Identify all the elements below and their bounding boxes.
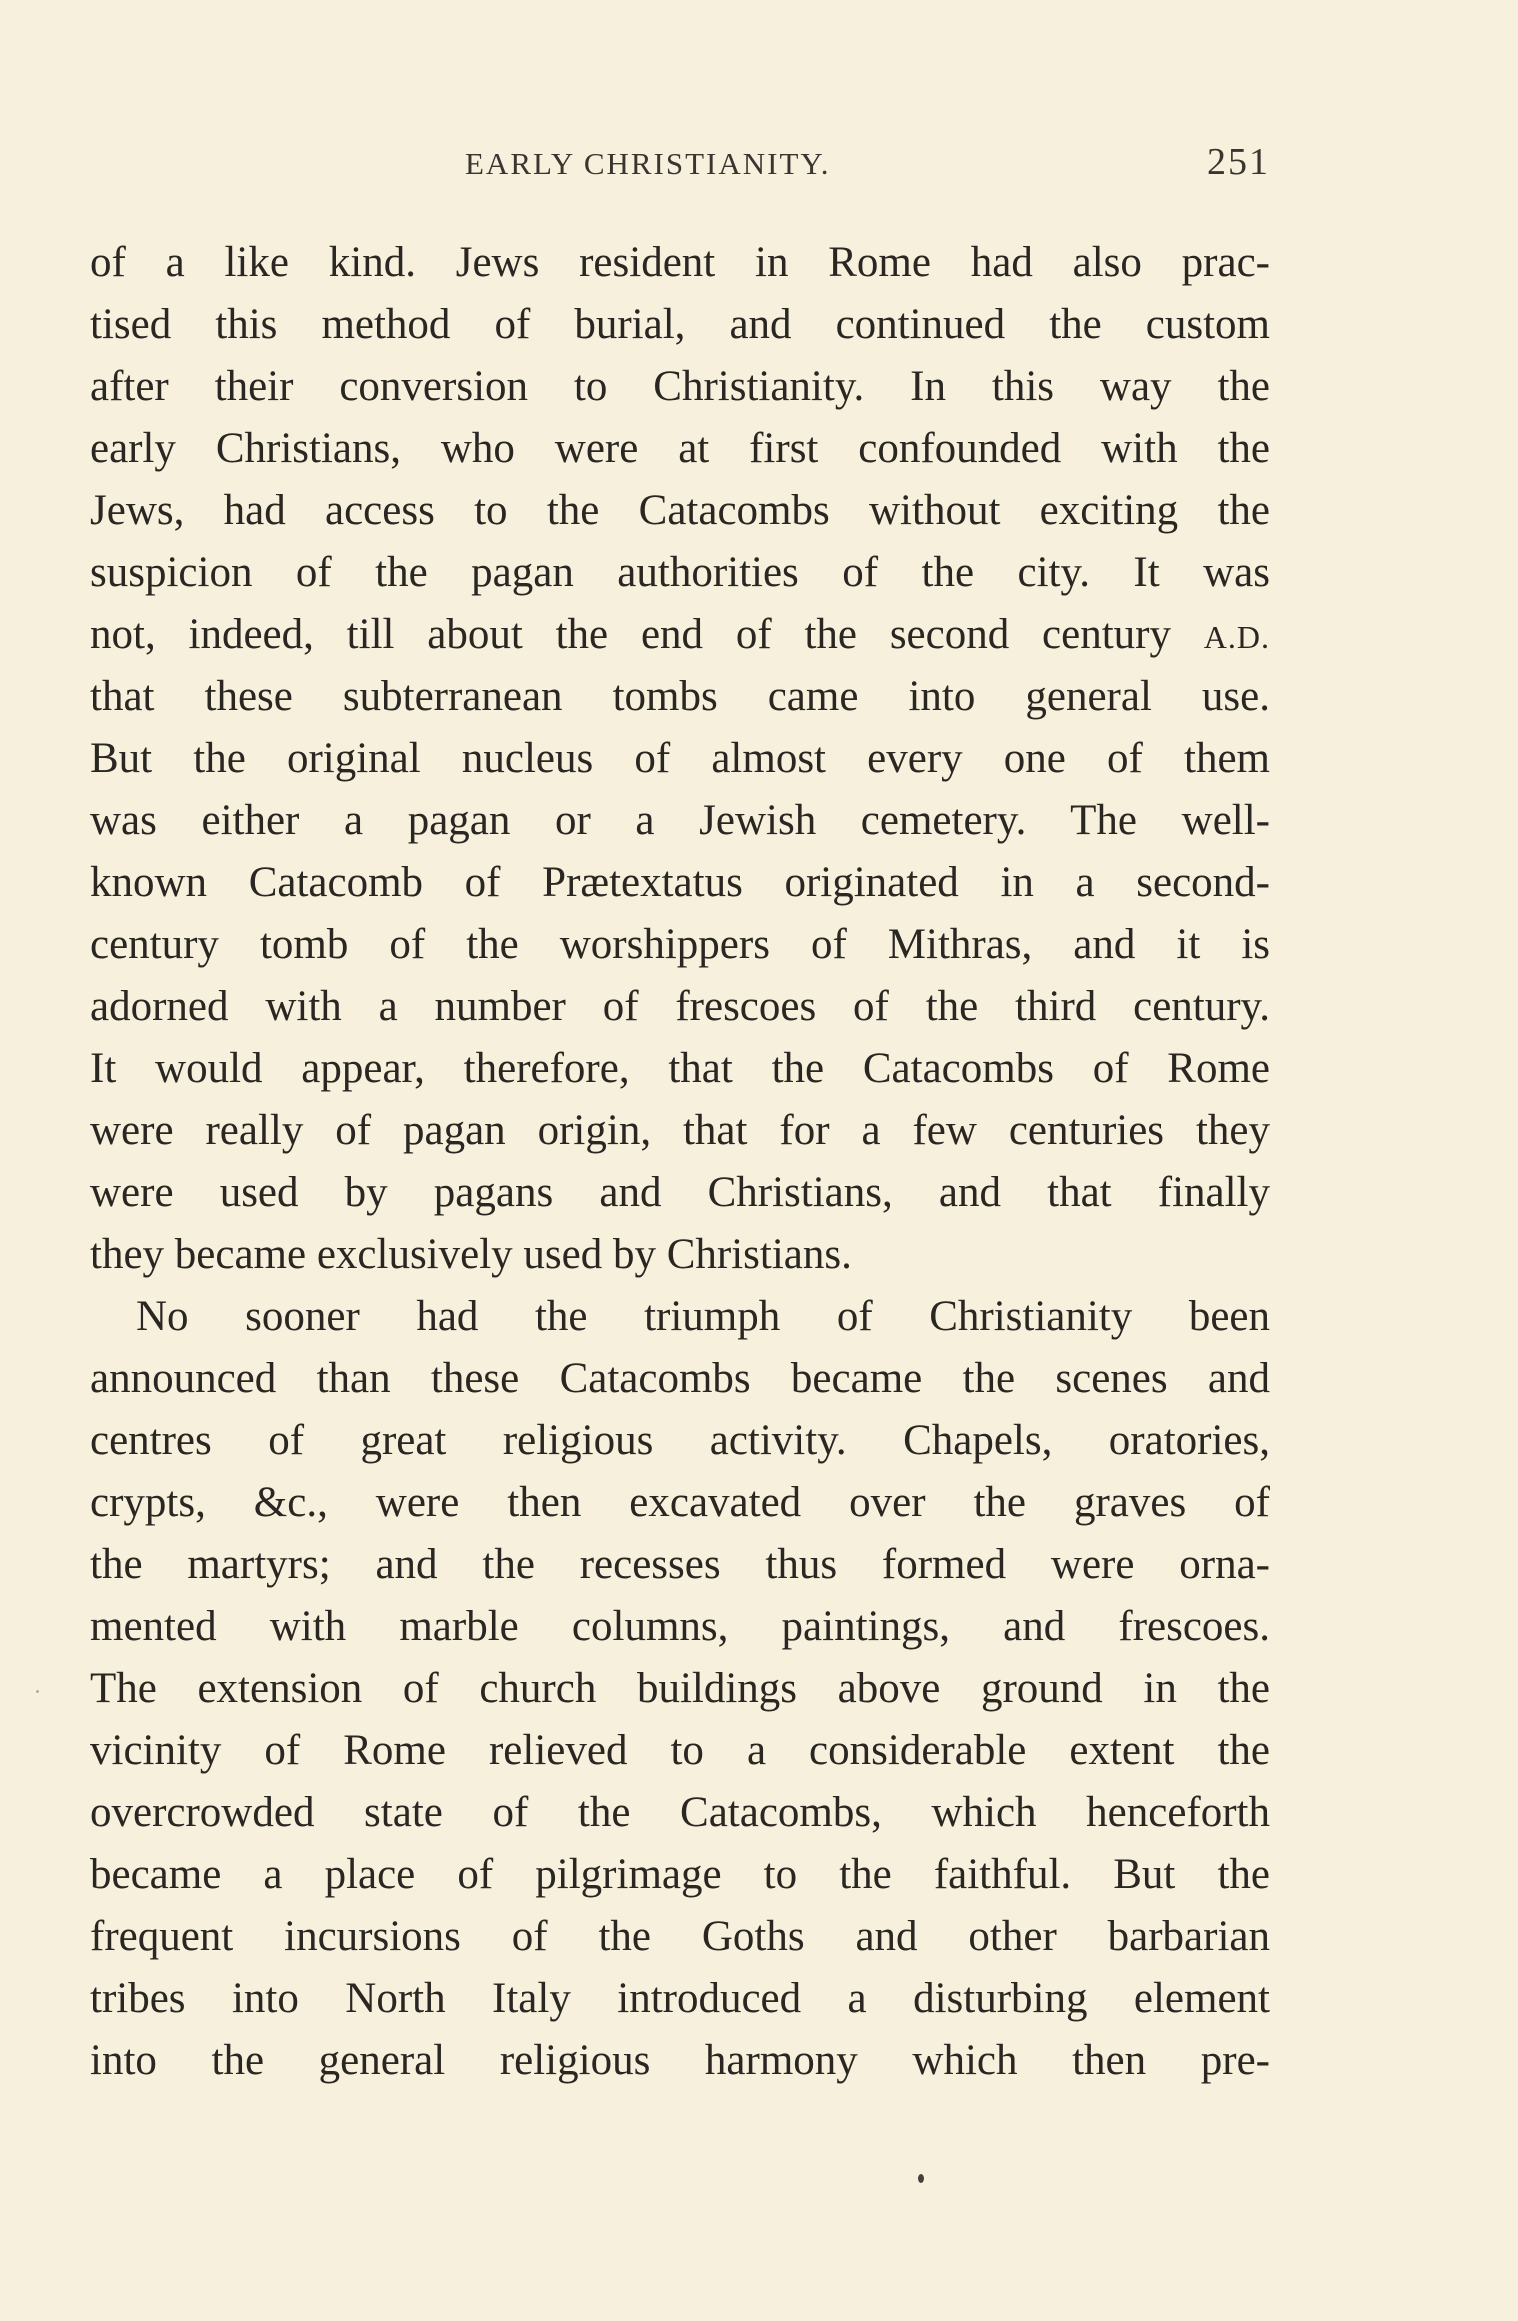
text-line: suspicion of the pagan authorities of the city. It was: [90, 549, 1270, 596]
text-line: that these subterranean tombs came into general use.: [90, 673, 1270, 720]
text-line: became a place of pilgrimage to the faithful. But the: [90, 1851, 1270, 1898]
text-line: early Christians, who were at first confounded with the: [90, 425, 1270, 472]
text-line: of a like kind. Jews resident in Rome had also prac-: [90, 239, 1270, 286]
gutter-mark: [36, 1690, 39, 1693]
text-line: The extension of church buildings above ground in the: [90, 1665, 1270, 1712]
text-line: was either a pagan or a Jewish cemetery. The well-: [90, 797, 1270, 844]
text-line: But the original nucleus of almost every one of them: [90, 735, 1270, 782]
running-head: EARLY CHRISTIANITY.: [465, 146, 831, 181]
text-line: known Catacomb of Prætextatus originated in a second-: [90, 859, 1270, 906]
page-header: [90, 140, 1270, 190]
text-line: the martyrs; and the recesses thus formed were orna-: [90, 1541, 1270, 1588]
text-line: tised this method of burial, and continued the custom: [90, 301, 1270, 348]
text-line: mented with marble columns, paintings, and frescoes.: [90, 1603, 1270, 1650]
era-abbreviation: A.D.: [1203, 619, 1270, 655]
text-line: overcrowded state of the Catacombs, which henceforth: [90, 1789, 1270, 1836]
text-line: Jews, had access to the Catacombs without exciting the: [90, 487, 1270, 534]
text-line: were used by pagans and Christians, and that finally: [90, 1169, 1270, 1216]
text-line-fragment: not, indeed, till about the end of the second century: [90, 611, 1171, 658]
text-line: announced than these Catacombs became the scenes and: [90, 1355, 1270, 1402]
text-line: frequent incursions of the Goths and other barbarian: [90, 1913, 1270, 1960]
text-line: vicinity of Rome relieved to a considerable extent the: [90, 1727, 1270, 1774]
text-line-with-era: [90, 604, 1270, 666]
text-line: centres of great religious activity. Chapels, oratories,: [90, 1417, 1270, 1464]
text-line: were really of pagan origin, that for a few centuries they: [90, 1107, 1270, 1154]
text-line: adorned with a number of frescoes of the third century.: [90, 983, 1270, 1030]
text-line: century tomb of the worshippers of Mithras, and it is: [90, 921, 1270, 968]
text-line: after their conversion to Christianity. In this way the: [90, 363, 1270, 410]
text-line: they became exclusively used by Christians.: [90, 1231, 852, 1278]
ink-speck: [918, 2174, 924, 2183]
text-line: tribes into North Italy introduced a disturbing element: [90, 1975, 1270, 2022]
text-line: It would appear, therefore, that the Catacombs of Rome: [90, 1045, 1270, 1092]
paragraph-first-line: No sooner had the triumph of Christianity been: [136, 1293, 1270, 1340]
body-text: [90, 232, 1270, 2092]
page-number: 251: [1207, 141, 1270, 183]
text-line: into the general religious harmony which then pre-: [90, 2037, 1270, 2084]
text-line: crypts, &c., were then excavated over the graves of: [90, 1479, 1270, 1526]
